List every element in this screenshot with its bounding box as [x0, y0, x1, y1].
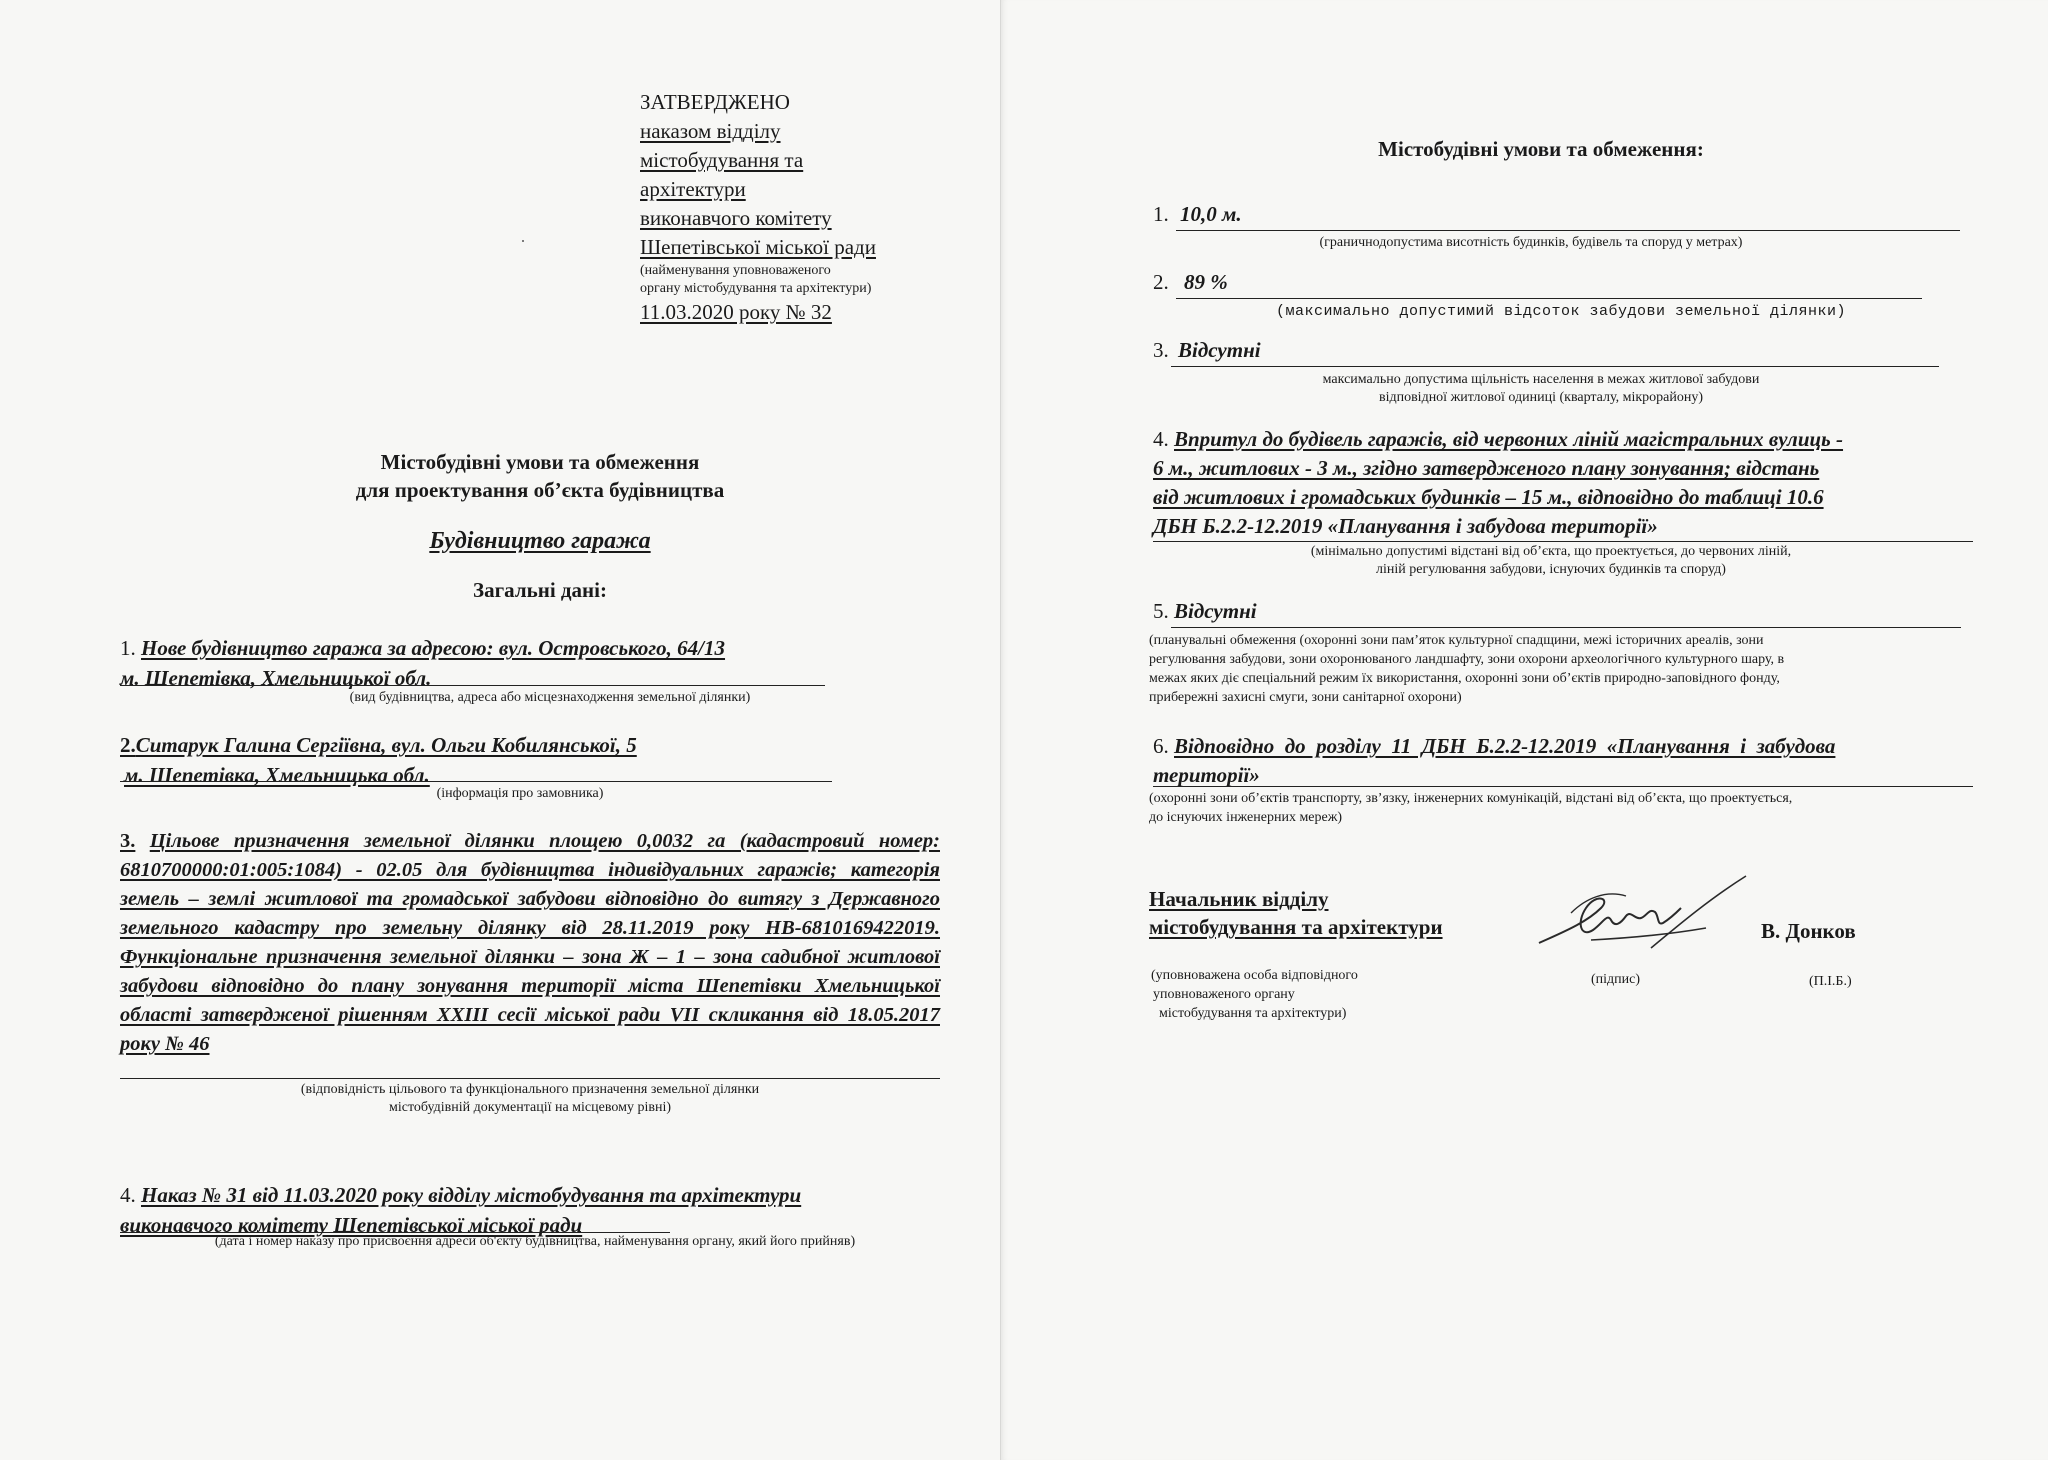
item-4-underline — [120, 1232, 670, 1233]
item-number: 4. — [120, 1183, 136, 1207]
item-2-caption: (інформація про замовника) — [436, 786, 604, 801]
condition-4 — [1153, 425, 1973, 541]
approval-caption: (найменування уповноваженого — [640, 263, 831, 278]
right-page — [1000, 0, 2048, 1460]
condition-4-line-1: Впритул до будівель гаражів, від червоних ліній магістральних вулиць - — [1174, 427, 1844, 451]
conditions-title: Містобудівні умови та обмеження: — [1378, 137, 1704, 161]
item-2-text-line-2: м. Шепетівка, Хмельницька обл. — [124, 763, 430, 787]
condition-4-line-2: 6 м., житлових - 3 м., згідно затвердженого плану зонування; відстань — [1153, 456, 1820, 480]
condition-5-caption-2: регулювання забудови, зони охоронюваного ландшафту, зони охорони археологічного культурного шару, в — [1149, 652, 1785, 667]
condition-4-line-4: ДБН Б.2.2-12.2019 «Планування і забудова території» — [1153, 514, 1658, 538]
condition-number: 1. — [1153, 202, 1169, 226]
condition-4-line-3: від житлових і громадських будинків – 15 м., відповідно до таблиці 10.6 — [1153, 485, 1824, 509]
item-number: 3. — [120, 830, 136, 852]
approval-line: виконавчого комітету — [640, 206, 832, 230]
condition-1-value: 10,0 м. — [1180, 202, 1242, 226]
condition-5 — [1153, 597, 1953, 626]
condition-2-value: 89 % — [1184, 270, 1228, 294]
general-item-1 — [120, 633, 950, 693]
condition-3-underline — [1171, 366, 1939, 367]
condition-6 — [1153, 732, 1973, 790]
general-item-3 — [120, 827, 940, 1059]
condition-number: 3. — [1153, 338, 1169, 362]
condition-6-line-2: території» — [1153, 763, 1260, 787]
approval-line: містобудування та — [640, 148, 804, 172]
item-number: 1. — [120, 636, 136, 660]
condition-4-caption-2: ліній регулювання забудови, існуючих будинків та споруд) — [1376, 562, 1726, 577]
condition-4-underline — [1153, 541, 1973, 542]
item-3-caption-1: (відповідність цільового та функціонального призначення земельної ділянки — [300, 1082, 760, 1097]
official-caption-3: містобудування та архітектури) — [1159, 1006, 1347, 1021]
approval-line: архітектури — [640, 177, 746, 201]
approval-block — [640, 88, 980, 327]
condition-1 — [1153, 200, 1953, 229]
condition-5-value: Відсутні — [1174, 599, 1257, 623]
condition-1-caption: (граничнодопустима висотність будинків, будівель та споруд у метрах) — [1319, 235, 1743, 250]
title-line-2: для проектування об’єкта будівництва — [355, 478, 725, 502]
condition-3-caption-1: максимально допустима щільність населення в межах житлової забудови — [1322, 372, 1760, 387]
approval-line: Шепетівської міської ради — [640, 235, 876, 259]
condition-5-caption-1: (планувальні обмеження (охоронні зони пам’яток культурної спадщини, межі історичних ареалів, зони — [1149, 633, 1764, 648]
item-1-text-line-2: м. Шепетівка, Хмельницької обл. — [120, 666, 432, 690]
condition-6-caption — [1149, 789, 1989, 827]
item-1-underline — [120, 685, 825, 686]
condition-3-caption-2: відповідної житлової одиниці (кварталу, мікрорайону) — [1378, 390, 1704, 405]
left-page — [0, 0, 1000, 1460]
approval-line: наказом відділу — [640, 119, 781, 143]
general-heading: Загальні дані: — [473, 578, 607, 602]
condition-2-underline — [1176, 298, 1922, 299]
signature-caption-name: (П.І.Б.) — [1809, 974, 1852, 989]
item-number: 2. — [120, 733, 136, 757]
approval-caption: органу містобудування та архітектури) — [640, 281, 872, 296]
item-1-text-line-1: Нове будівництво гаража за адресою: вул. Островського, 64/13 — [141, 636, 726, 660]
approval-date-number: 11.03.2020 року № 32 — [640, 300, 832, 324]
condition-number: 2. — [1153, 270, 1169, 294]
position-line-1: Начальник відділу — [1149, 887, 1329, 911]
condition-3 — [1153, 336, 1953, 365]
condition-6-caption-2: до існуючих інженерних мереж) — [1149, 810, 1343, 825]
condition-2-caption: (максимально допустимий відсоток забудови земельної ділянки) — [1275, 303, 1847, 320]
item-3-caption-2: містобудівній документації на місцевому рівні) — [388, 1100, 671, 1115]
condition-number: 5. — [1153, 599, 1169, 623]
item-3-underline — [120, 1078, 940, 1079]
document-title — [200, 448, 880, 504]
item-3-text: Цільове призначення земельної ділянки площею 0,0032 га (кадастровий номер: 6810700000:01:005:1084) - 02.05 для будівництва індивідуальних гаражів; категорія земель – землі житлової та громадської забудови відповідно до витягу з Державного земельного кадастру про земельну ділянку від 28.11.2019 року НВ-6810169422019. Функціональне призначення земельної ділянки – зона Ж – 1 – зона садибної житлової забудови відповідно до плану зонування території міста Шепетівки Хмельницької області затвердженої рішенням XXIII сесії міської ради VII скликання від 18.05.2017 року № 46 — [120, 830, 940, 1055]
general-item-4 — [120, 1180, 960, 1240]
object-name: Будівництво гаража — [429, 528, 651, 554]
scan-speck — [522, 240, 524, 242]
condition-5-caption-4: прибережні захисні смуги, зони санітарної охорони) — [1149, 690, 1462, 705]
item-2-text-line-1: Ситарук Галина Сергіївна, вул. Ольги Кобилянської, 5 — [135, 733, 637, 757]
condition-1-underline — [1176, 230, 1960, 231]
official-caption-2: уповноваженого органу — [1153, 987, 1295, 1002]
title-line-1: Містобудівні умови та обмеження — [380, 450, 700, 474]
item-4-text-line-2: виконавчого комітету Шепетівської міської ради — [120, 1213, 583, 1237]
handwritten-signature — [1531, 868, 1761, 958]
item-4-caption: (дата і номер наказу про присвоєння адреси об'єкту будівництва, найменування органу, який його прийняв) — [214, 1234, 856, 1249]
condition-2 — [1153, 268, 1953, 297]
condition-3-value: Відсутні — [1178, 338, 1261, 362]
signature-caption-official — [1151, 966, 1451, 1023]
condition-6-line-1: Відповідно до розділу 11 ДБН Б.2.2-12.2019 «Планування і забудова — [1174, 734, 1836, 758]
item-4-text-line-1: Наказ № 31 від 11.03.2020 року відділу містобудування та архітектури — [141, 1183, 802, 1207]
signature-caption-sign: (підпис) — [1591, 972, 1641, 987]
official-caption-1: (уповноважена особа відповідного — [1151, 968, 1358, 983]
condition-6-underline — [1153, 786, 1973, 787]
condition-5-underline — [1171, 627, 1961, 628]
condition-5-caption-3: межах яких діє спеціальний режим їх використання, охоронні зони об’єктів природно-заповідного фонду, — [1149, 671, 1780, 686]
item-1-caption: (вид будівництва, адреса або місцезнаходження земельної ділянки) — [349, 690, 751, 705]
signature-position — [1149, 885, 1549, 941]
condition-number: 6. — [1153, 734, 1169, 758]
condition-6-caption-1: (охоронні зони об’єктів транспорту, зв’язку, інженерних комунікацій, відстані від об’єкта, що проектується, — [1149, 791, 1793, 806]
condition-5-caption — [1149, 631, 1979, 707]
approval-heading: ЗАТВЕРДЖЕНО — [640, 90, 790, 114]
item-2-underline — [120, 781, 832, 782]
condition-number: 4. — [1153, 427, 1169, 451]
condition-4-caption-1: (мінімально допустимі відстані від об’єкта, що проектується, до червоних ліній, — [1310, 544, 1792, 559]
signer-name: В. Донков — [1761, 919, 1856, 943]
position-line-2: містобудування та архітектури — [1149, 915, 1443, 939]
